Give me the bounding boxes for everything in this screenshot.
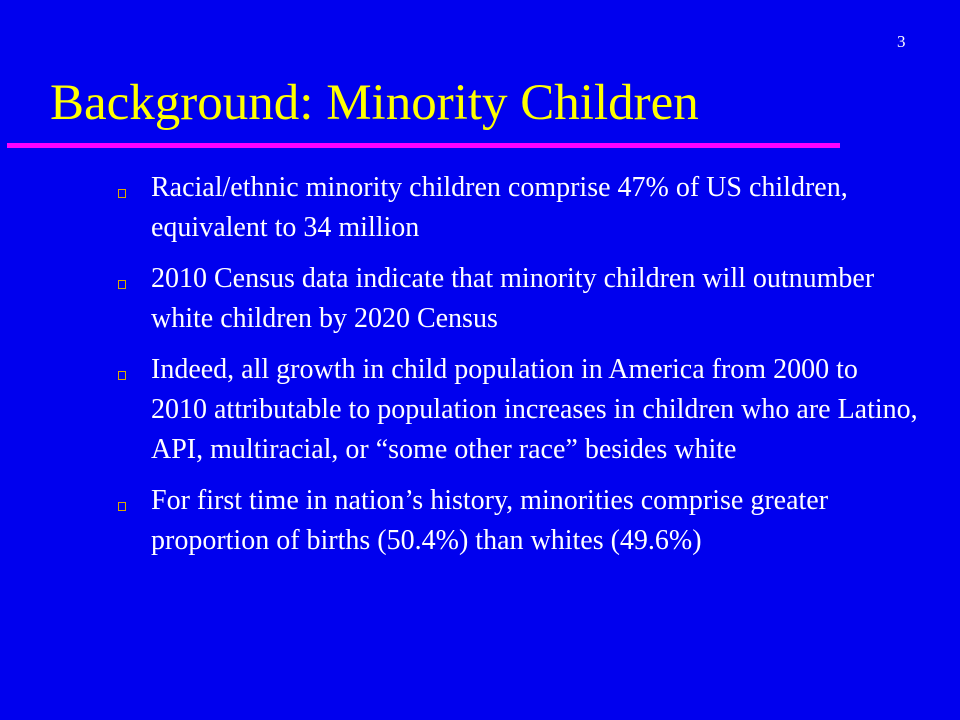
bullet-text: Indeed, all growth in child population in America from 2000 to 2010 attributable to population increases in children who are Latino, API, multiracial, or “some other race” besides white bbox=[151, 354, 918, 465]
square-bullet-icon bbox=[118, 280, 126, 289]
bullet-list bbox=[118, 168, 918, 572]
slide-title: Background: Minority Children bbox=[50, 75, 699, 131]
bullet-text: Racial/ethnic minority children comprise 47% of US children, equivalent to 34 million bbox=[151, 172, 848, 243]
square-bullet-icon bbox=[118, 371, 126, 380]
bullet-text: For first time in nation’s history, minorities comprise greater proportion of births (50.4%) than whites (49.6%) bbox=[151, 485, 829, 556]
bullet-item bbox=[118, 168, 918, 248]
bullet-item bbox=[118, 259, 918, 339]
square-bullet-icon bbox=[118, 189, 126, 198]
bullet-item bbox=[118, 350, 918, 470]
square-bullet-icon bbox=[118, 502, 126, 511]
bullet-text: 2010 Census data indicate that minority children will outnumber white children by 2020 Census bbox=[151, 263, 875, 334]
title-underline-rule bbox=[7, 143, 840, 148]
bullet-item bbox=[118, 481, 918, 561]
slide-number: 3 bbox=[897, 32, 906, 51]
